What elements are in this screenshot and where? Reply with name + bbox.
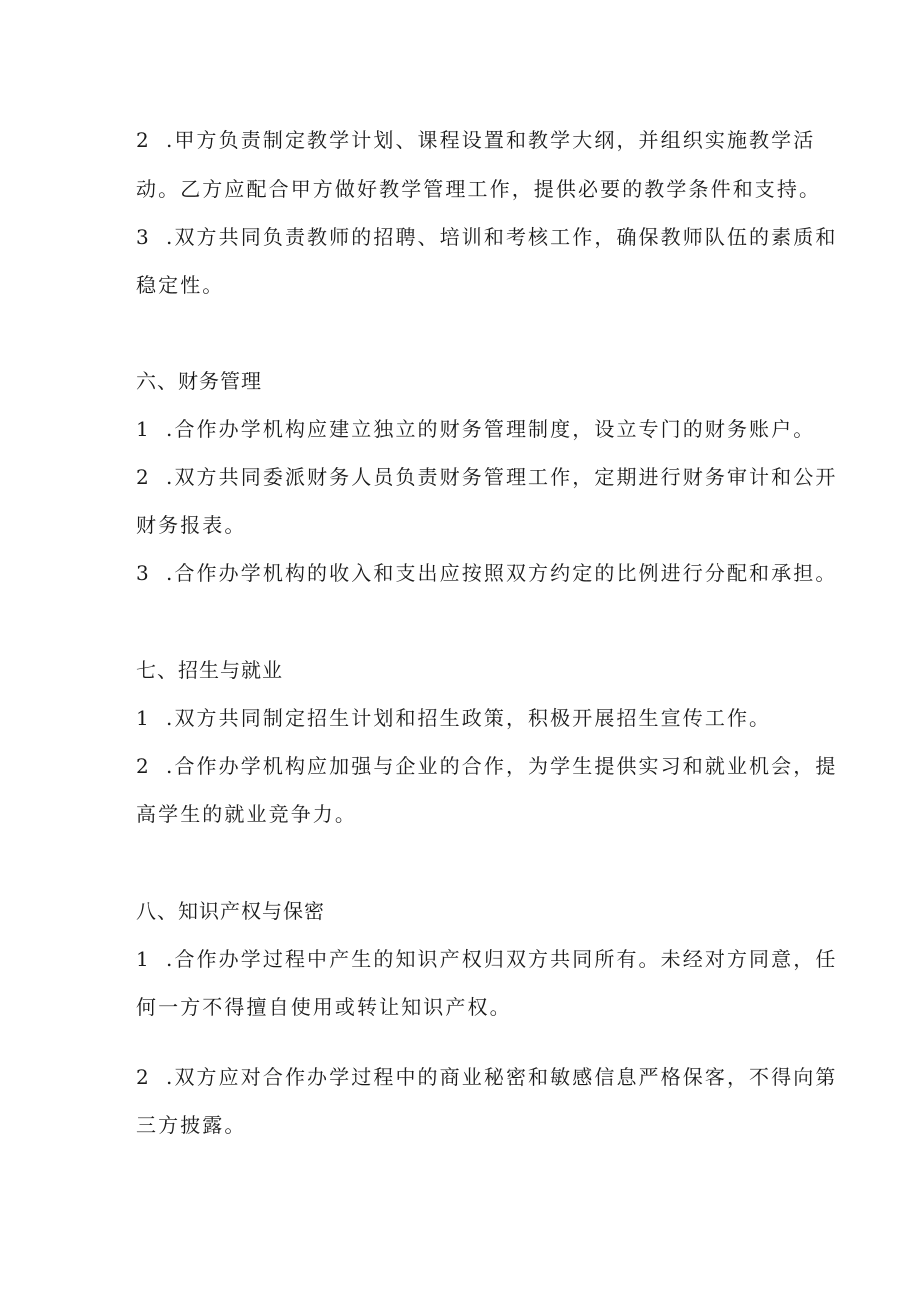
item-text: 财务报表。 bbox=[136, 513, 247, 537]
item-line bbox=[136, 511, 247, 539]
item-text: 三方披露。 bbox=[136, 1113, 247, 1137]
item-line bbox=[136, 463, 837, 491]
item-line bbox=[136, 1063, 837, 1091]
item-text: 何一方不得擅自使用或转让知识产权。 bbox=[136, 995, 512, 1019]
item-text: .甲方负责制定教学计划、课程设置和教学大纲，并组织实施教学活 bbox=[166, 128, 816, 152]
item-number: 1 bbox=[136, 706, 149, 730]
item-line bbox=[136, 945, 837, 973]
item-number: 3 bbox=[136, 225, 149, 249]
item-line bbox=[136, 415, 815, 443]
item-text: .双方共同委派财务人员负责财务管理工作，定期进行财务审计和公开 bbox=[166, 465, 838, 489]
item-number: 2 bbox=[136, 1065, 149, 1089]
item-text: 动。乙方应配合甲方做好教学管理工作，提供必要的教学条件和支持。 bbox=[136, 177, 822, 201]
item-text: .双方应对合作办学过程中的商业秘密和敏感信息严格保客，不得向第 bbox=[166, 1065, 838, 1089]
item-line bbox=[136, 271, 224, 299]
section-heading: 八、知识产权与保密 bbox=[136, 899, 325, 923]
item-number: 2 bbox=[136, 465, 149, 489]
item-text: 稳定性。 bbox=[136, 273, 225, 297]
item-number: 2 bbox=[136, 128, 149, 152]
item-text: .合作办学机构的收入和支出应按照双方约定的比例进行分配和承担。 bbox=[166, 561, 838, 585]
item-text: 高学生的就业竞争力。 bbox=[136, 802, 357, 826]
item-line bbox=[136, 559, 837, 587]
section-heading: 六、财务管理 bbox=[136, 369, 262, 393]
item-text: .双方共同负责教师的招聘、培训和考核工作，确保教师队伍的素质和 bbox=[166, 225, 838, 249]
item-line bbox=[136, 800, 357, 828]
item-line bbox=[136, 126, 815, 154]
item-line bbox=[136, 993, 512, 1021]
item-text: .双方共同制定招生计划和招生政策，积极开展招生宣传工作。 bbox=[166, 706, 772, 730]
item-number: 1 bbox=[136, 947, 149, 971]
item-number: 1 bbox=[136, 417, 149, 441]
item-number: 3 bbox=[136, 561, 149, 585]
section-heading: 七、招生与就业 bbox=[136, 658, 283, 682]
item-line bbox=[136, 704, 771, 732]
item-text: .合作办学机构应建立独立的财务管理制度，设立专门的财务账户。 bbox=[166, 417, 816, 441]
item-line bbox=[136, 752, 837, 780]
item-number: 2 bbox=[136, 754, 149, 778]
item-line bbox=[136, 223, 837, 251]
item-line bbox=[136, 175, 821, 203]
item-line bbox=[136, 1111, 247, 1139]
item-text: .合作办学过程中产生的知识产权归双方共同所有。未经对方同意，任 bbox=[166, 947, 838, 971]
item-text: .合作办学机构应加强与企业的合作，为学生提供实习和就业机会，提 bbox=[166, 754, 838, 778]
